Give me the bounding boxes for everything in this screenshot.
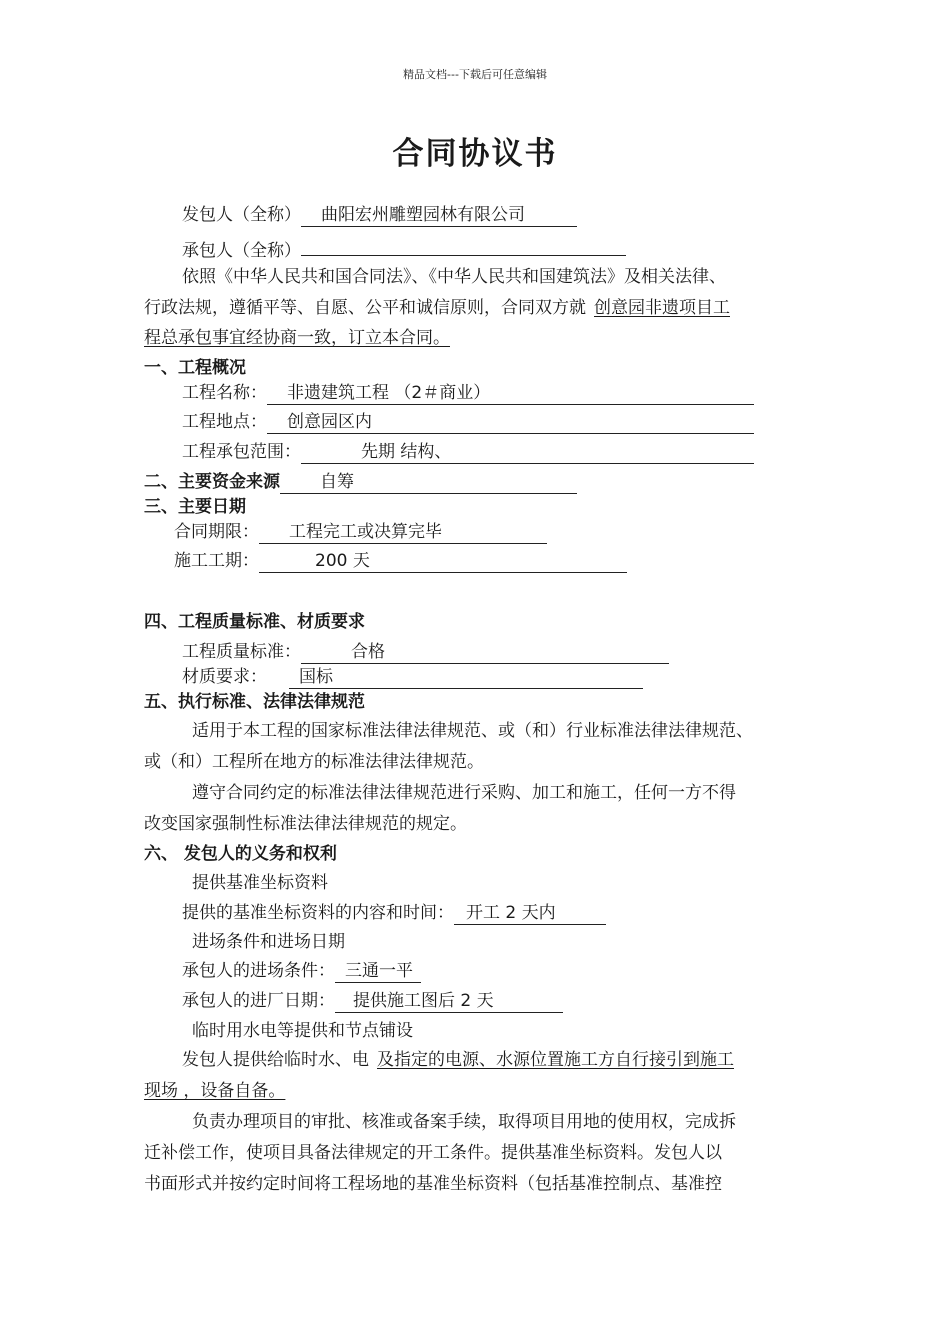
contract-term-value: 工程完工或决算完毕 <box>259 521 547 544</box>
document-title: 合同协议书 <box>392 136 558 172</box>
material-requirement-line <box>182 665 643 689</box>
utilities-text: 发包人提供给临时水、电 <box>182 1050 369 1070</box>
utilities-underlined-1: 及指定的电源、水源位置施工方自行接引到施工 <box>377 1050 734 1070</box>
quality-standard-label: 工程质量标准： <box>182 642 301 662</box>
section-5-heading: 五、执行标准、法律法律规范 <box>144 692 365 712</box>
contractor-value <box>301 233 626 256</box>
preamble-text: 行政法规，遵循平等、自愿、公平和诚信原则，合同双方就 <box>144 298 586 318</box>
subheading-utilities: 临时用水电等提供和节点铺设 <box>192 1021 413 1041</box>
project-name-label: 工程名称： <box>182 383 267 403</box>
material-requirement-label: 材质要求： <box>182 667 267 687</box>
preamble-line-2 <box>144 296 730 320</box>
standards-paragraph-2-line-1: 遵守合同约定的标准法律法律规范进行采购、加工和施工，任何一方不得 <box>192 783 736 803</box>
employer-line <box>182 203 577 227</box>
section-2-heading: 二、主要资金来源 <box>144 472 280 492</box>
utilities-underlined-2: 现场 ，设备自备。 <box>144 1081 286 1101</box>
page-header: 精品文档---下载后可任意编辑 <box>403 68 547 81</box>
project-scope-value: 先期 结构、 <box>301 441 754 464</box>
utilities-line-1 <box>182 1048 734 1072</box>
subheading-coordinates: 提供基准坐标资料 <box>192 873 328 893</box>
standards-paragraph-2-line-2: 改变国家强制性标准法律法律规范的规定。 <box>144 814 467 834</box>
section-6-heading: 六、 发包人的义务和权利 <box>144 844 337 864</box>
project-site-label: 工程地点： <box>182 412 267 432</box>
obligations-line-1: 负责办理项目的审批、核准或备案手续，取得项目用地的使用权，完成拆 <box>192 1112 736 1132</box>
section-4-heading: 四、工程质量标准、材质要求 <box>144 612 365 632</box>
project-site-value: 创意园区内 <box>267 411 754 434</box>
preamble-line-3 <box>144 326 458 350</box>
contract-term-label: 合同期限： <box>174 522 259 542</box>
entry-condition-label: 承包人的进场条件： <box>182 961 335 981</box>
standards-paragraph-1-line-2: 或（和）工程所在地方的标准法律法律规范。 <box>144 752 484 772</box>
entry-condition-value: 三通一平 <box>335 960 421 983</box>
entry-date-label: 承包人的进厂日期： <box>182 991 335 1011</box>
section-2-line <box>144 470 577 494</box>
contract-term-line <box>174 520 547 544</box>
section-1-heading: 一、工程概况 <box>144 358 246 378</box>
preamble-underlined: 程总承包事宜经协商一致，订立本合同。 <box>144 328 450 348</box>
construction-period-line <box>174 549 627 573</box>
utilities-line-2 <box>144 1079 285 1103</box>
project-name-underlined: 创意园非遗项目工 <box>594 298 730 318</box>
standards-paragraph-1-line-1: 适用于本工程的国家标准法律法律规范、或（和）行业标准法律法律规范、 <box>192 721 753 741</box>
project-name-line <box>182 381 754 405</box>
contractor-label: 承包人（全称） <box>182 241 301 261</box>
quality-standard-line <box>182 640 669 664</box>
obligations-line-2: 迁补偿工作，使项目具备法律规定的开工条件。提供基准坐标资料。发包人以 <box>144 1143 722 1163</box>
project-site-line <box>182 410 754 434</box>
contractor-line <box>182 233 626 263</box>
coordinates-label: 提供的基准坐标资料的内容和时间： <box>182 903 454 923</box>
project-scope-label: 工程承包范围： <box>182 442 301 462</box>
construction-period-value: 200 天 <box>259 550 627 573</box>
subheading-entry: 进场条件和进场日期 <box>192 932 345 952</box>
quality-standard-value: 合格 <box>301 641 669 664</box>
coordinates-line <box>182 901 606 925</box>
project-scope-line <box>182 440 754 464</box>
employer-label: 发包人（全称） <box>182 205 301 225</box>
construction-period-label: 施工工期： <box>174 551 259 571</box>
project-name-value: 非遗建筑工程 （2＃商业） <box>267 382 754 405</box>
obligations-line-3: 书面形式并按约定时间将工程场地的基准坐标资料（包括基准控制点、基准控 <box>144 1174 722 1194</box>
entry-date-line <box>182 989 563 1013</box>
coordinates-value: 开工 2 天内 <box>454 902 606 925</box>
section-3-heading: 三、主要日期 <box>144 497 246 517</box>
employer-value: 曲阳宏州雕塑园林有限公司 <box>301 204 577 227</box>
material-requirement-value: 国标 <box>289 666 643 689</box>
funding-source-value: 自筹 <box>280 471 577 494</box>
entry-date-value: 提供施工图后 2 天 <box>335 990 563 1013</box>
preamble-line-1: 依照《中华人民共和国合同法》、《中华人民共和国建筑法》及相关法律、 <box>182 267 726 287</box>
entry-condition-line <box>182 959 421 983</box>
